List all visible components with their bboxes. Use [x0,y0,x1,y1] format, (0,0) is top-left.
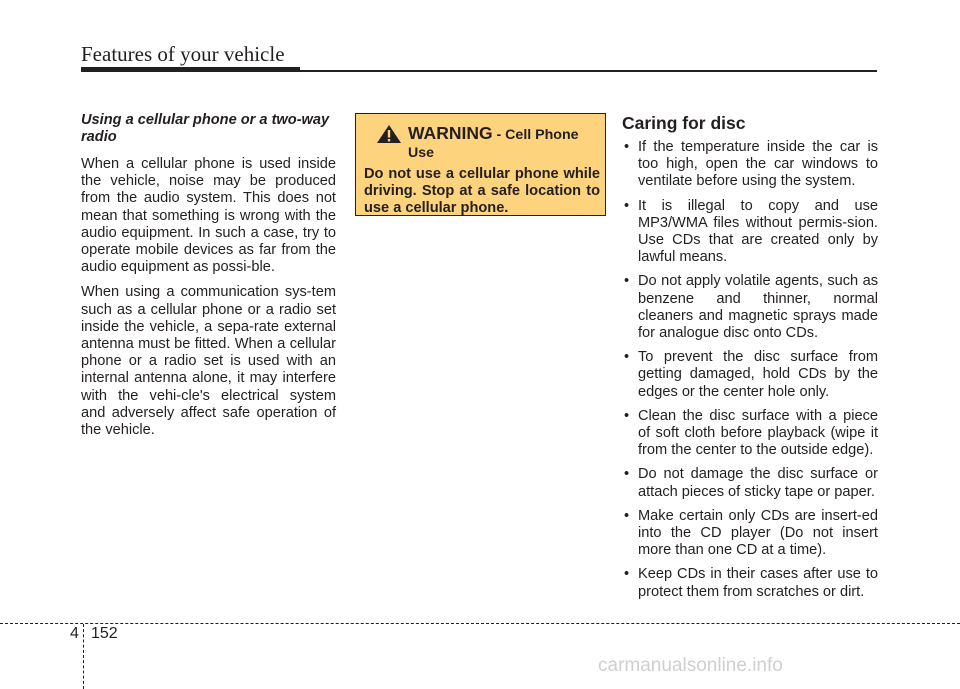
caring-for-disc-heading: Caring for disc [622,113,746,133]
right-column [622,113,878,608]
list-item [622,466,878,500]
bullet: • [624,407,630,424]
paragraph: When a cellular phone is used inside the vehicle, noise may be produced from the audio system. This does not mean that something is wrong with the audio equipment. In such a case, try to operate mobile devices as far from the audio equipment as possi-ble. [81,156,336,276]
bullet: • [624,197,630,214]
bullet: • [624,566,630,583]
warning-title [408,124,603,162]
chapter-number: 4 [70,625,79,642]
disc-care-list [622,139,878,601]
list-item [622,273,878,342]
list-item-text: Make certain only CDs are insert-ed into the CD player (Do not insert more than one CD at a time). [638,507,878,559]
warning-box [355,113,606,216]
list-item [622,408,878,460]
list-item [622,349,878,401]
left-column [81,112,336,439]
bullet: • [624,273,630,290]
bullet: • [624,349,630,366]
footer-dashed-divider [83,624,84,689]
paragraph: When using a communication sys-tem such as a cellular phone or a radio set inside the vehicle, a sepa-rate external antenna must be fitted. When a cellular phone or a radio set is used with an internal antenna alone, it may interfere with the vehi-cle's electrical system and adversely affect safe operation of the vehicle. [81,284,336,439]
list-item [622,198,878,267]
warning-triangle-icon [376,124,402,144]
list-item [622,139,878,191]
list-item-text: It is illegal to copy and use MP3/WMA files without permis-sion. Use CDs that are created only by lawful means. [638,197,878,266]
bullet: • [624,139,630,155]
bullet: • [624,507,630,524]
list-item-text: Do not damage the disc surface or attach pieces of sticky tape or paper. [638,466,878,500]
warning-text: Do not use a cellular phone while driving. Stop at a safe location to use a cellular phone. [364,166,600,216]
page-header-title: Features of your vehicle [81,42,285,66]
footer-dashed-rule [0,623,960,624]
list-item-text: Do not apply volatile agents, such as benzene and thinner, normal cleaners and magnetic sprays made for analogue disc onto CDs. [638,273,878,342]
warning-topic: - Cell Phone Use [408,127,579,161]
page-number: 152 [91,625,118,642]
warning-label: WARNING [408,123,493,143]
list-item-text: Keep CDs in their cases after use to protect them from scratches or dirt. [638,566,878,600]
watermark: carmanualsonline.info [598,655,783,676]
cell-phone-subheading: Using a cellular phone or a two-way radio [81,112,330,145]
header-rule-thin [300,70,877,72]
header-rule-thick [81,67,300,72]
list-item-text: Clean the disc surface with a piece of soft cloth before playback (wipe it from the center to the outside edge). [638,407,878,459]
list-item-text: If the temperature inside the car is too high, open the car windows to ventilate before using the system. [638,139,878,190]
list-item [622,566,878,600]
bullet: • [624,466,630,483]
list-item [622,508,878,560]
list-item-text: To prevent the disc surface from getting damaged, hold CDs by the edges or the center hole only. [638,349,878,400]
